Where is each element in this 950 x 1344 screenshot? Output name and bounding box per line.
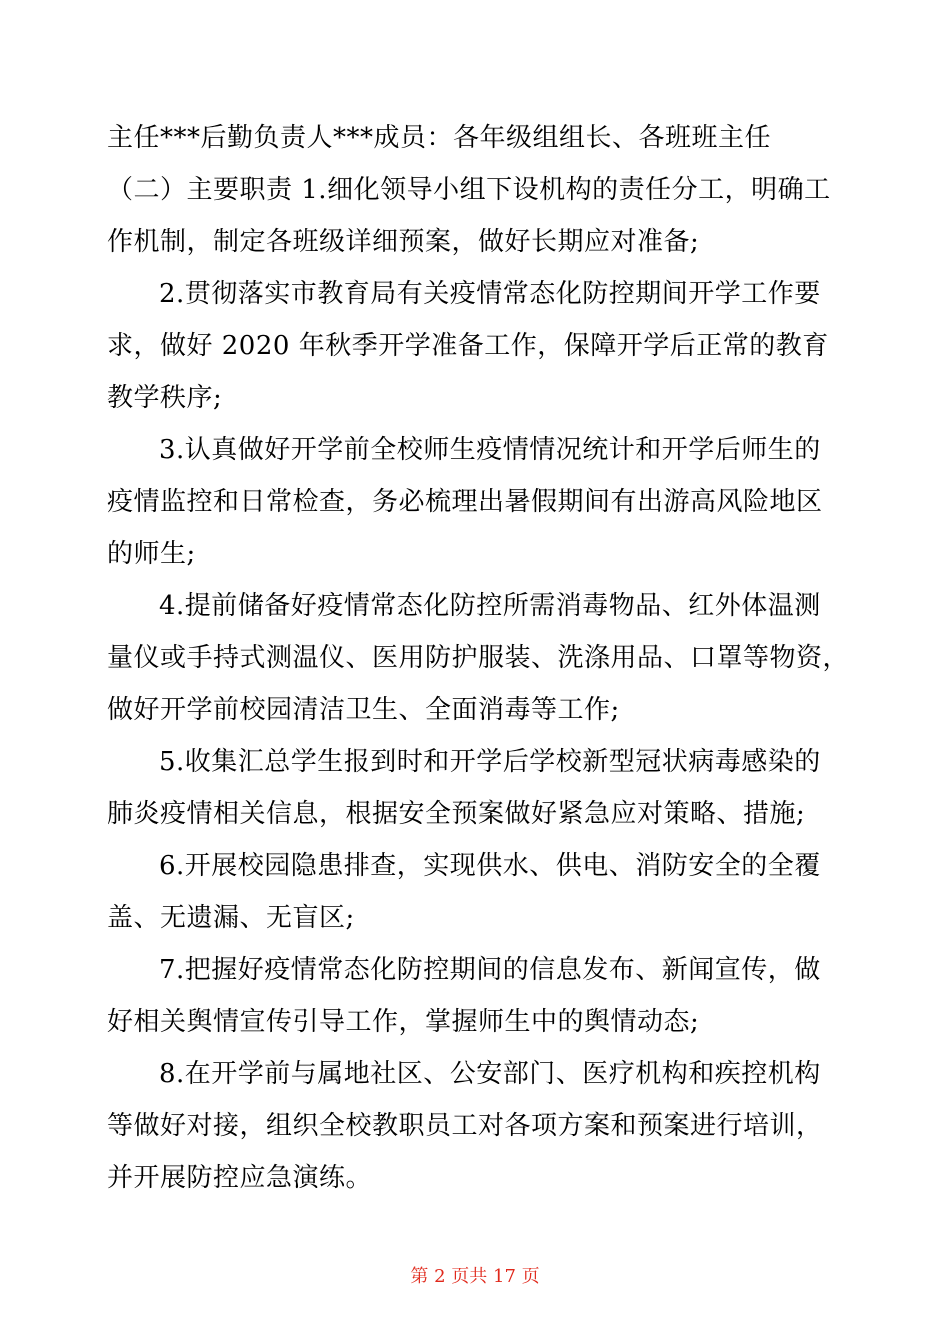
text-line: 教学秩序;: [107, 383, 223, 413]
document-body: [107, 112, 857, 1204]
text-line: 3.认真做好开学前全校师生疫情情况统计和开学后师生的: [159, 435, 821, 465]
text-line: 量仪或手持式测温仪、医用防护服装、洗涤用品、口罩等物资，: [107, 643, 850, 673]
text-line: 5.收集汇总学生报到时和开学后学校新型冠状病毒感染的: [159, 747, 821, 777]
text-line: 肺炎疫情相关信息，根据安全预案做好紧急应对策略、措施;: [107, 799, 806, 829]
text-line: 疫情监控和日常检查，务必梳理出暑假期间有出游高风险地区: [107, 487, 823, 517]
text-line: 做好开学前校园清洁卫生、全面消毒等工作;: [107, 695, 620, 725]
text-line: 2.贯彻落实市教育局有关疫情常态化防控期间开学工作要: [159, 279, 821, 309]
text-line: 求，做好 2020 年秋季开学准备工作，保障开学后正常的教育: [107, 331, 829, 361]
text-line: 主任***后勤负责人***成员：各年级组组长、各班班主任: [107, 123, 772, 153]
text-line: 7.把握好疫情常态化防控期间的信息发布、新闻宣传，做: [159, 955, 821, 985]
text-line: 好相关舆情宣传引导工作，掌握师生中的舆情动态;: [107, 1007, 700, 1037]
text-line: 8.在开学前与属地社区、公安部门、医疗机构和疾控机构: [159, 1059, 821, 1089]
page-number-footer: 第 2 页共 17 页: [410, 1266, 540, 1287]
text-line: 并开展防控应急演练。: [107, 1163, 373, 1193]
text-line: 作机制，制定各班级详细预案，做好长期应对准备;: [107, 227, 700, 257]
text-line: 等做好对接，组织全校教职员工对各项方案和预案进行培训，: [107, 1111, 823, 1141]
text-line: 盖、无遗漏、无盲区;: [107, 903, 355, 933]
text-line: 6.开展校园隐患排查，实现供水、供电、消防安全的全覆: [159, 851, 821, 881]
text-line: （二）主要职责 1.细化领导小组下设机构的责任分工，明确工: [107, 175, 831, 205]
text-line: 的师生;: [107, 539, 196, 569]
text-line: 4.提前储备好疫情常态化防控所需消毒物品、红外体温测: [159, 591, 821, 621]
